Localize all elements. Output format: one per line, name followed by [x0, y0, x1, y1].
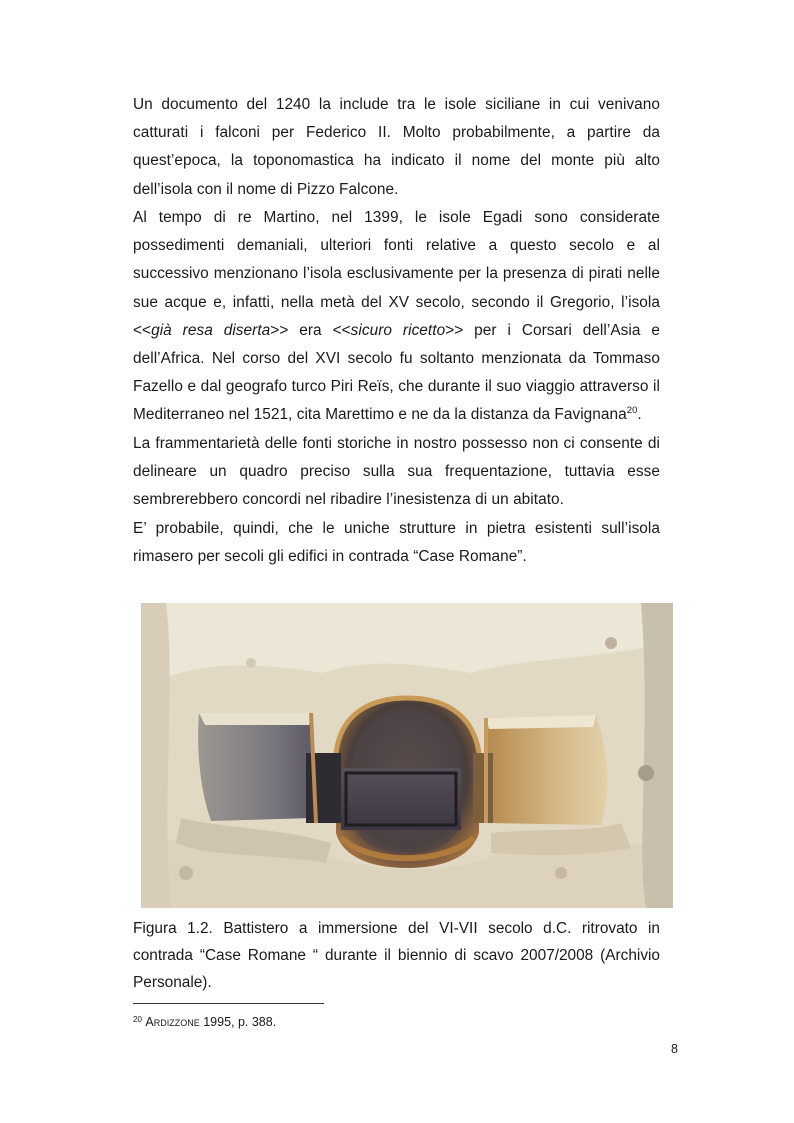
paragraph-2-text-d: .: [637, 406, 642, 424]
paragraph-2-text-a: Al tempo di re Martino, nel 1399, le isole Egadi sono considerate possedimenti demaniali, ulteriori fonti relative a questo secolo e al successivo menzionano l’isola esclusivamente per la presenza di pirati nelle sue acque e, infatti, nella metà del XV secolo, secondo il Gregorio, l’isola <<: [133, 209, 660, 339]
quote-sicuro-ricetto: sicuro ricetto: [350, 321, 446, 339]
footnote-author: Ardizzone: [145, 1015, 200, 1029]
footnote-divider: [133, 1003, 324, 1004]
page-number: 8: [671, 1042, 678, 1056]
paragraph-2: [133, 204, 660, 430]
footnote-citation: 1995, p. 388.: [199, 1015, 277, 1029]
paragraph-1: Un documento del 1240 la include tra le isole siciliane in cui venivano catturati i falconi per Federico II. Molto probabilmente, a partire da quest’epoca, la toponomastica ha indicato il nome del monte più alto dell’isola con il nome di Pizzo Falcone.: [133, 96, 660, 198]
footnote: [133, 1014, 276, 1030]
figure-caption: Figura 1.2. Battistero a immersione del VI-VII secolo d.C. ritrovato in contrada “Case Romane “ durante il biennio di scavo 2007/2008 (Archivio Personale).: [133, 920, 660, 991]
baptistery-illustration: [141, 603, 673, 908]
quote-gia-resa-diserta: già resa diserta: [151, 321, 271, 339]
paragraph-2-text-b: >> era <<: [270, 321, 351, 339]
paragraph-4: E’ probabile, quindi, che le uniche strutture in pietra esistenti sull’isola rimasero per secoli gli edifici in contrada “Case Romane”.: [133, 520, 660, 566]
footnote-number: 20: [133, 1015, 142, 1024]
baptistery-photo: [141, 603, 673, 908]
footnote-reference: 20: [626, 405, 638, 417]
paragraph-2-text-c: >> per i Corsari dell’Asia e dell’Africa. Nel corso del XVI secolo fu soltanto menzionata da Tommaso Fazello e dal geografo turco Piri Reïs, che durante il suo viaggio attraverso il Mediterraneo nel 1521, cita Marettimo e ne da la distanza da Favignana: [133, 321, 660, 424]
paragraph-3: La frammentarietà delle fonti storiche in nostro possesso non ci consente di delineare un quadro preciso sulla sua frequentazione, tuttavia esse sembrerebbero concordi nel ribadire l’inesistenza di un abitato.: [133, 435, 660, 509]
